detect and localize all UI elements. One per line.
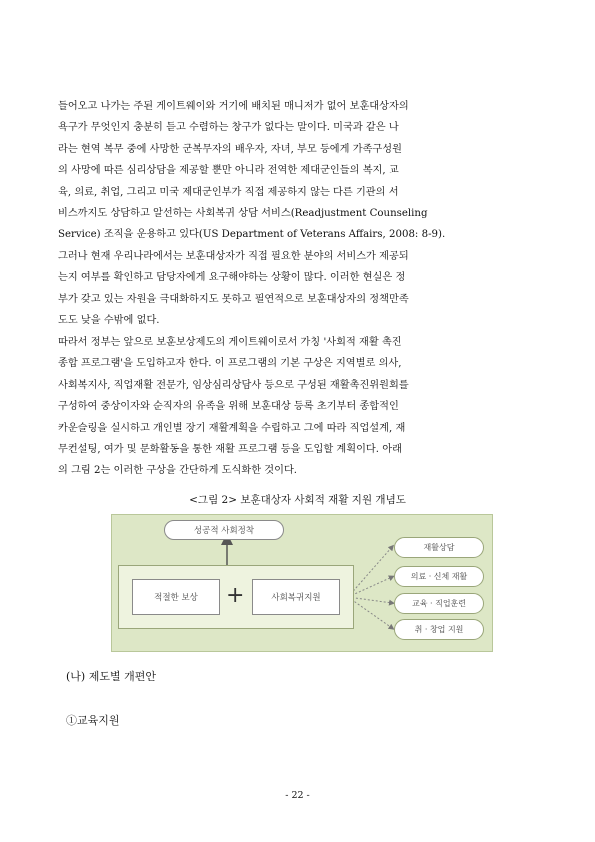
text-line: 사회복지사, 직업재활 전문가, 임상심리상담사 등으로 구성된 재활촉진위원회를 xyxy=(58,379,409,391)
text-line: 의 그림 2는 이러한 구상을 간단하게 도식화한 것이다. xyxy=(58,465,298,477)
text-line: 카운슬링을 실시하고 개인별 장기 재활계획을 수립하고 그에 따라 직업설계, 재 xyxy=(58,422,406,434)
figure-caption: <그림 2> 보훈대상자 사회적 재활 지원 개념도 xyxy=(189,494,406,506)
service-education-training: 교육 · 직업훈련 xyxy=(394,593,484,614)
concept-diagram xyxy=(111,514,493,652)
text-line: 들어오고 나가는 주된 게이트웨이와 거기에 배치된 매니저가 없어 보훈대상자의 xyxy=(58,101,409,112)
compensation-box: 적절한 보상 xyxy=(132,579,220,615)
body-paragraph-1 xyxy=(58,96,538,331)
section-heading: (나) 제도별 개편안 xyxy=(66,670,156,683)
plus-sign: + xyxy=(226,583,245,608)
text-line: 육, 의료, 취업, 그리고 미국 제대군인부가 직접 제공하지 않는 다른 기관의 서 xyxy=(58,186,399,198)
text-line: 무컨설팅, 여가 및 문화활동을 통한 재활 프로그램 등을 도입할 계획이다. 아래 xyxy=(58,444,402,456)
text-line: 욕구가 무엇인지 충분히 듣고 수렴하는 창구가 없다는 말이다. 미국과 같은 나 xyxy=(58,122,399,134)
reintegration-support-box: 사회복귀지원 xyxy=(252,579,340,615)
text-line: 도도 낮을 수밖에 없다. xyxy=(58,315,160,327)
text-line: Service) 조직을 운용하고 있다(US Department of Veterans Affairs, 2008: 8-9). xyxy=(58,229,446,241)
text-line: 의 사망에 따른 심리상담을 제공할 뿐만 아니라 전역한 제대군인들의 복지, 교 xyxy=(58,165,399,177)
goal-box: 성공적 사회정착 xyxy=(164,520,284,540)
text-line: 는지 여부를 확인하고 담당자에게 요구해야하는 상황이 많다. 이러한 현실은 정 xyxy=(58,272,406,284)
service-medical-rehab: 의료 · 신체 재활 xyxy=(394,566,484,587)
service-employment-startup: 취 · 창업 지원 xyxy=(394,619,484,640)
service-counseling: 재활상담 xyxy=(394,537,484,558)
text-line: 따라서 정부는 앞으로 보훈보상제도의 게이트웨이로서 가칭 '사회적 재활 촉진 xyxy=(58,337,402,348)
connector-to-service-1 xyxy=(348,547,392,597)
text-line: 라는 현역 복무 중에 사망한 군복무자의 배우자, 자녀, 부모 등에게 가족구성원 xyxy=(58,143,402,155)
connector-to-service-2 xyxy=(348,577,392,597)
text-line: 구성하여 중상이자와 순직자의 유족을 위해 보훈대상 등록 초기부터 종합적인 xyxy=(58,401,399,413)
page-number: - 22 - xyxy=(285,790,310,801)
text-line: 종합 프로그램'을 도입하고자 한다. 이 프로그램의 기본 구상은 지역별로 의사, xyxy=(58,358,402,370)
text-line: 부가 갖고 있는 자원을 극대화하지도 못하고 필연적으로 보훈대상자의 정책만족 xyxy=(58,293,409,305)
body-paragraph-2 xyxy=(58,332,538,482)
text-line: 비스까지도 상담하고 알선하는 사회복귀 상담 서비스(Readjustment Counseling xyxy=(58,208,428,220)
text-line: 그러나 현재 우리나라에서는 보훈대상자가 직접 필요한 분야의 서비스가 제공되 xyxy=(58,250,409,262)
subsection-heading: ①교육지원 xyxy=(66,714,120,727)
